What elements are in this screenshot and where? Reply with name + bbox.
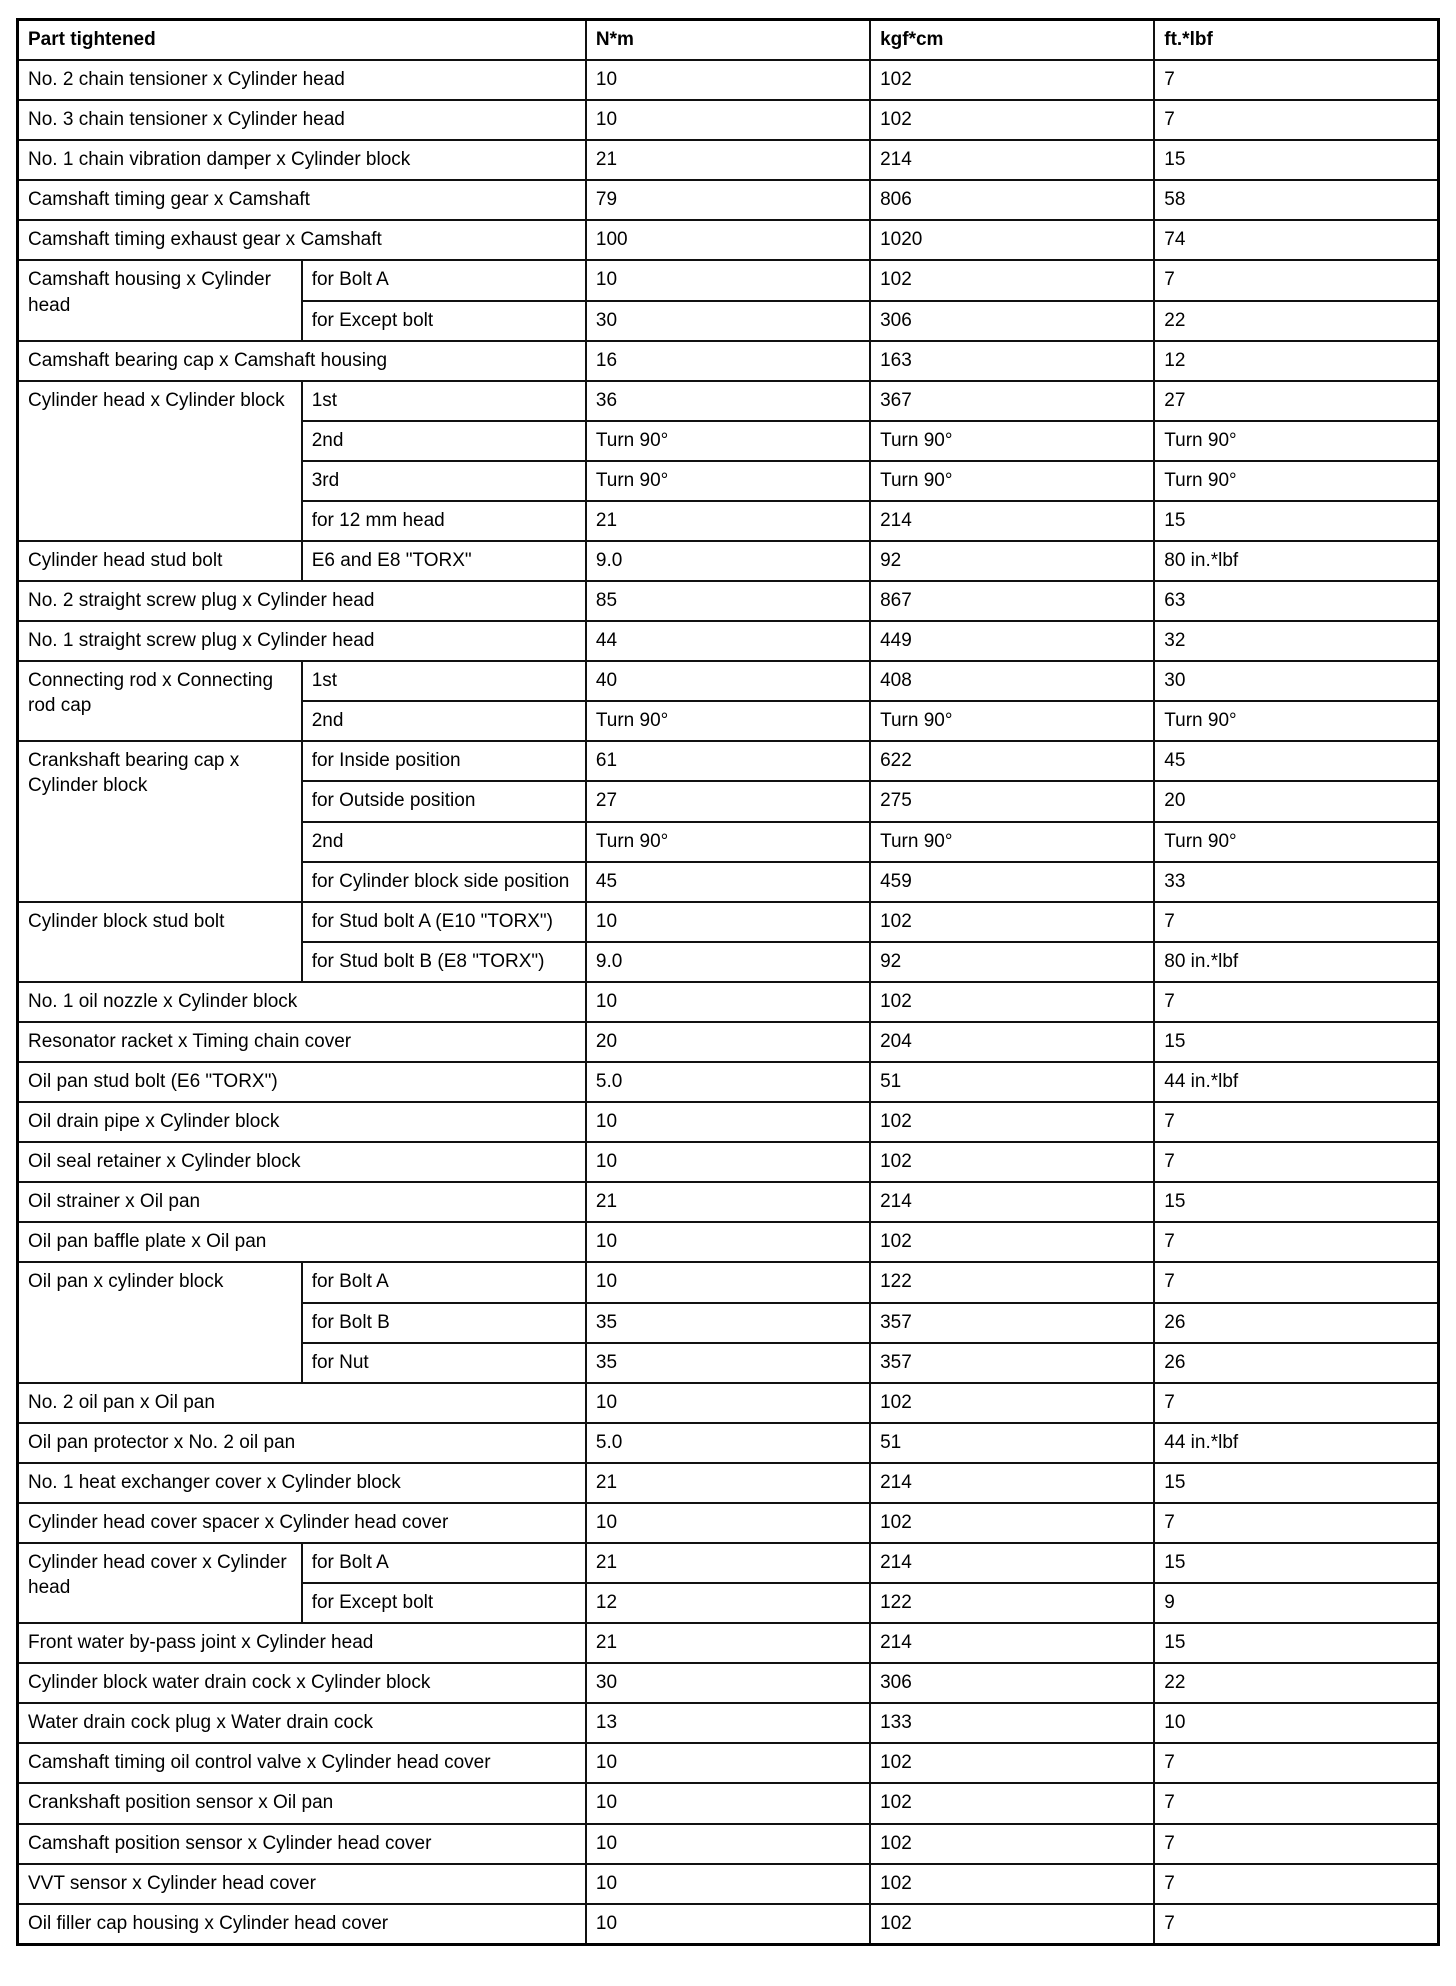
value-cell: 22 bbox=[1154, 301, 1438, 341]
part-cell: Cylinder head stud bolt bbox=[18, 541, 302, 581]
condition-cell: E6 and E8 "TORX" bbox=[302, 541, 586, 581]
value-cell: 10 bbox=[586, 1102, 870, 1142]
value-cell: 10 bbox=[1154, 1703, 1438, 1743]
part-cell: Connecting rod x Connecting rod cap bbox=[18, 661, 302, 741]
part-cell: Oil pan stud bolt (E6 "TORX") bbox=[18, 1062, 586, 1102]
value-cell: 7 bbox=[1154, 1142, 1438, 1182]
part-cell: No. 1 straight screw plug x Cylinder head bbox=[18, 621, 586, 661]
condition-cell: 3rd bbox=[302, 461, 586, 501]
value-cell: 7 bbox=[1154, 1222, 1438, 1262]
value-cell: 10 bbox=[586, 100, 870, 140]
part-cell: Camshaft bearing cap x Camshaft housing bbox=[18, 341, 586, 381]
value-cell: 15 bbox=[1154, 140, 1438, 180]
table-row bbox=[18, 541, 1439, 581]
value-cell: 357 bbox=[870, 1343, 1154, 1383]
value-cell: 21 bbox=[586, 1182, 870, 1222]
part-cell: Crankshaft position sensor x Oil pan bbox=[18, 1783, 586, 1823]
part-cell: Cylinder head cover spacer x Cylinder head cover bbox=[18, 1503, 586, 1543]
value-cell: 5.0 bbox=[586, 1062, 870, 1102]
table-row bbox=[18, 140, 1439, 180]
value-cell: 7 bbox=[1154, 902, 1438, 942]
value-cell: 275 bbox=[870, 781, 1154, 821]
table-row bbox=[18, 1743, 1439, 1783]
table-row bbox=[18, 1543, 1439, 1583]
condition-cell: 2nd bbox=[302, 421, 586, 461]
table-row bbox=[18, 60, 1439, 100]
value-cell: 7 bbox=[1154, 260, 1438, 300]
value-cell: 10 bbox=[586, 60, 870, 100]
table-row bbox=[18, 1262, 1439, 1302]
table-row bbox=[18, 180, 1439, 220]
value-cell: 92 bbox=[870, 541, 1154, 581]
value-cell: 10 bbox=[586, 1864, 870, 1904]
value-cell: 36 bbox=[586, 381, 870, 421]
value-cell: 102 bbox=[870, 1783, 1154, 1823]
value-cell: 26 bbox=[1154, 1303, 1438, 1343]
value-cell: 21 bbox=[586, 1463, 870, 1503]
torque-spec-table bbox=[16, 18, 1440, 1946]
condition-cell: for Bolt B bbox=[302, 1303, 586, 1343]
part-cell: Oil drain pipe x Cylinder block bbox=[18, 1102, 586, 1142]
table-row bbox=[18, 1783, 1439, 1823]
value-cell: Turn 90° bbox=[870, 461, 1154, 501]
part-cell: No. 1 chain vibration damper x Cylinder block bbox=[18, 140, 586, 180]
part-cell: Camshaft timing exhaust gear x Camshaft bbox=[18, 220, 586, 260]
table-row bbox=[18, 1022, 1439, 1062]
value-cell: Turn 90° bbox=[870, 822, 1154, 862]
value-cell: 7 bbox=[1154, 1864, 1438, 1904]
value-cell: Turn 90° bbox=[586, 421, 870, 461]
part-cell: No. 2 oil pan x Oil pan bbox=[18, 1383, 586, 1423]
part-cell: Water drain cock plug x Water drain cock bbox=[18, 1703, 586, 1743]
value-cell: 51 bbox=[870, 1062, 1154, 1102]
value-cell: 214 bbox=[870, 1543, 1154, 1583]
value-cell: 10 bbox=[586, 1222, 870, 1262]
value-cell: 7 bbox=[1154, 1383, 1438, 1423]
value-cell: 408 bbox=[870, 661, 1154, 701]
value-cell: 10 bbox=[586, 1262, 870, 1302]
table-row bbox=[18, 1824, 1439, 1864]
value-cell: 15 bbox=[1154, 1623, 1438, 1663]
value-cell: 7 bbox=[1154, 1783, 1438, 1823]
table-row bbox=[18, 1663, 1439, 1703]
value-cell: 102 bbox=[870, 1102, 1154, 1142]
value-cell: 214 bbox=[870, 1463, 1154, 1503]
value-cell: Turn 90° bbox=[586, 461, 870, 501]
value-cell: 102 bbox=[870, 1222, 1154, 1262]
value-cell: 30 bbox=[586, 301, 870, 341]
value-cell: 9.0 bbox=[586, 541, 870, 581]
header-row bbox=[18, 20, 1439, 61]
condition-cell: for Except bolt bbox=[302, 1583, 586, 1623]
value-cell: 357 bbox=[870, 1303, 1154, 1343]
value-cell: 7 bbox=[1154, 1262, 1438, 1302]
table-header bbox=[18, 20, 1439, 61]
value-cell: 102 bbox=[870, 1824, 1154, 1864]
value-cell: 21 bbox=[586, 501, 870, 541]
value-cell: 30 bbox=[586, 1663, 870, 1703]
part-cell: Resonator racket x Timing chain cover bbox=[18, 1022, 586, 1062]
value-cell: 1020 bbox=[870, 220, 1154, 260]
value-cell: 102 bbox=[870, 1503, 1154, 1543]
value-cell: 27 bbox=[1154, 381, 1438, 421]
value-cell: Turn 90° bbox=[870, 421, 1154, 461]
table-row bbox=[18, 1463, 1439, 1503]
value-cell: 44 in.*lbf bbox=[1154, 1062, 1438, 1102]
value-cell: 7 bbox=[1154, 1824, 1438, 1864]
value-cell: Turn 90° bbox=[586, 701, 870, 741]
table-row bbox=[18, 621, 1439, 661]
table-row bbox=[18, 661, 1439, 701]
table-row bbox=[18, 341, 1439, 381]
value-cell: Turn 90° bbox=[1154, 822, 1438, 862]
column-header-ftlbf: ft.*lbf bbox=[1154, 20, 1438, 61]
value-cell: 44 bbox=[586, 621, 870, 661]
value-cell: 45 bbox=[1154, 741, 1438, 781]
value-cell: 122 bbox=[870, 1583, 1154, 1623]
value-cell: 21 bbox=[586, 140, 870, 180]
part-cell: No. 2 chain tensioner x Cylinder head bbox=[18, 60, 586, 100]
table-row bbox=[18, 1102, 1439, 1142]
value-cell: 10 bbox=[586, 902, 870, 942]
value-cell: 63 bbox=[1154, 581, 1438, 621]
table-row bbox=[18, 260, 1439, 300]
value-cell: 7 bbox=[1154, 1503, 1438, 1543]
value-cell: 10 bbox=[586, 1783, 870, 1823]
condition-cell: for Nut bbox=[302, 1343, 586, 1383]
value-cell: 102 bbox=[870, 1383, 1154, 1423]
condition-cell: for Outside position bbox=[302, 781, 586, 821]
table-row bbox=[18, 1062, 1439, 1102]
value-cell: 51 bbox=[870, 1423, 1154, 1463]
condition-cell: 1st bbox=[302, 381, 586, 421]
value-cell: 122 bbox=[870, 1262, 1154, 1302]
value-cell: 214 bbox=[870, 1182, 1154, 1222]
value-cell: Turn 90° bbox=[1154, 461, 1438, 501]
value-cell: 10 bbox=[586, 260, 870, 300]
part-cell: Front water by-pass joint x Cylinder head bbox=[18, 1623, 586, 1663]
value-cell: 40 bbox=[586, 661, 870, 701]
value-cell: 7 bbox=[1154, 1743, 1438, 1783]
value-cell: 80 in.*lbf bbox=[1154, 541, 1438, 581]
part-cell: Camshaft housing x Cylinder head bbox=[18, 260, 302, 340]
value-cell: 79 bbox=[586, 180, 870, 220]
value-cell: 13 bbox=[586, 1703, 870, 1743]
table-row bbox=[18, 1623, 1439, 1663]
condition-cell: for 12 mm head bbox=[302, 501, 586, 541]
condition-cell: for Cylinder block side position bbox=[302, 862, 586, 902]
column-header-kgfcm: kgf*cm bbox=[870, 20, 1154, 61]
value-cell: 163 bbox=[870, 341, 1154, 381]
value-cell: 26 bbox=[1154, 1343, 1438, 1383]
condition-cell: for Stud bolt A (E10 "TORX") bbox=[302, 902, 586, 942]
part-cell: No. 1 oil nozzle x Cylinder block bbox=[18, 982, 586, 1022]
condition-cell: for Bolt A bbox=[302, 260, 586, 300]
part-cell: Oil strainer x Oil pan bbox=[18, 1182, 586, 1222]
part-cell: Camshaft timing gear x Camshaft bbox=[18, 180, 586, 220]
part-cell: No. 2 straight screw plug x Cylinder head bbox=[18, 581, 586, 621]
table-row bbox=[18, 1182, 1439, 1222]
value-cell: 10 bbox=[586, 982, 870, 1022]
condition-cell: for Bolt A bbox=[302, 1543, 586, 1583]
column-header-part-tightened: Part tightened bbox=[18, 20, 586, 61]
part-cell: Cylinder head x Cylinder block bbox=[18, 381, 302, 541]
value-cell: 15 bbox=[1154, 501, 1438, 541]
value-cell: 15 bbox=[1154, 1543, 1438, 1583]
value-cell: 58 bbox=[1154, 180, 1438, 220]
value-cell: 622 bbox=[870, 741, 1154, 781]
table-row bbox=[18, 1383, 1439, 1423]
value-cell: Turn 90° bbox=[870, 701, 1154, 741]
value-cell: Turn 90° bbox=[1154, 421, 1438, 461]
value-cell: 7 bbox=[1154, 1904, 1438, 1945]
value-cell: 102 bbox=[870, 1142, 1154, 1182]
part-cell: Cylinder block stud bolt bbox=[18, 902, 302, 982]
value-cell: 10 bbox=[586, 1142, 870, 1182]
value-cell: 21 bbox=[586, 1543, 870, 1583]
condition-cell: for Inside position bbox=[302, 741, 586, 781]
column-header-nm: N*m bbox=[586, 20, 870, 61]
value-cell: 7 bbox=[1154, 100, 1438, 140]
value-cell: 102 bbox=[870, 1864, 1154, 1904]
value-cell: 102 bbox=[870, 60, 1154, 100]
table-row bbox=[18, 381, 1439, 421]
value-cell: 5.0 bbox=[586, 1423, 870, 1463]
condition-cell: for Bolt A bbox=[302, 1262, 586, 1302]
table-row bbox=[18, 982, 1439, 1022]
condition-cell: 2nd bbox=[302, 701, 586, 741]
part-cell: Cylinder head cover x Cylinder head bbox=[18, 1543, 302, 1623]
torque-table-body bbox=[18, 60, 1439, 1944]
value-cell: 204 bbox=[870, 1022, 1154, 1062]
value-cell: 306 bbox=[870, 1663, 1154, 1703]
value-cell: 15 bbox=[1154, 1463, 1438, 1503]
part-cell: No. 3 chain tensioner x Cylinder head bbox=[18, 100, 586, 140]
value-cell: 10 bbox=[586, 1503, 870, 1543]
value-cell: 12 bbox=[586, 1583, 870, 1623]
value-cell: 102 bbox=[870, 982, 1154, 1022]
value-cell: 21 bbox=[586, 1623, 870, 1663]
value-cell: 45 bbox=[586, 862, 870, 902]
table-row bbox=[18, 100, 1439, 140]
value-cell: 35 bbox=[586, 1303, 870, 1343]
value-cell: 30 bbox=[1154, 661, 1438, 701]
value-cell: 85 bbox=[586, 581, 870, 621]
table-row bbox=[18, 1142, 1439, 1182]
value-cell: 35 bbox=[586, 1343, 870, 1383]
value-cell: 102 bbox=[870, 100, 1154, 140]
value-cell: 10 bbox=[586, 1743, 870, 1783]
part-cell: Oil filler cap housing x Cylinder head cover bbox=[18, 1904, 586, 1945]
table-row bbox=[18, 581, 1439, 621]
value-cell: 100 bbox=[586, 220, 870, 260]
value-cell: 102 bbox=[870, 1743, 1154, 1783]
value-cell: Turn 90° bbox=[586, 822, 870, 862]
table-row bbox=[18, 741, 1439, 781]
part-cell: Oil pan protector x No. 2 oil pan bbox=[18, 1423, 586, 1463]
table-row bbox=[18, 902, 1439, 942]
value-cell: 214 bbox=[870, 1623, 1154, 1663]
part-cell: Camshaft position sensor x Cylinder head cover bbox=[18, 1824, 586, 1864]
value-cell: 867 bbox=[870, 581, 1154, 621]
condition-cell: 2nd bbox=[302, 822, 586, 862]
value-cell: 10 bbox=[586, 1824, 870, 1864]
condition-cell: 1st bbox=[302, 661, 586, 701]
table-row bbox=[18, 1222, 1439, 1262]
value-cell: 102 bbox=[870, 260, 1154, 300]
value-cell: 7 bbox=[1154, 982, 1438, 1022]
value-cell: 10 bbox=[586, 1383, 870, 1423]
value-cell: 214 bbox=[870, 140, 1154, 180]
part-cell: Oil pan baffle plate x Oil pan bbox=[18, 1222, 586, 1262]
value-cell: 20 bbox=[1154, 781, 1438, 821]
part-cell: No. 1 heat exchanger cover x Cylinder block bbox=[18, 1463, 586, 1503]
part-cell: Crankshaft bearing cap x Cylinder block bbox=[18, 741, 302, 901]
table-row bbox=[18, 1423, 1439, 1463]
value-cell: 214 bbox=[870, 501, 1154, 541]
table-row bbox=[18, 220, 1439, 260]
part-cell: Oil seal retainer x Cylinder block bbox=[18, 1142, 586, 1182]
table-row bbox=[18, 1904, 1439, 1945]
value-cell: 9.0 bbox=[586, 942, 870, 982]
value-cell: 15 bbox=[1154, 1182, 1438, 1222]
value-cell: 306 bbox=[870, 301, 1154, 341]
value-cell: Turn 90° bbox=[1154, 701, 1438, 741]
value-cell: 12 bbox=[1154, 341, 1438, 381]
part-cell: Oil pan x cylinder block bbox=[18, 1262, 302, 1382]
value-cell: 10 bbox=[586, 1904, 870, 1945]
value-cell: 367 bbox=[870, 381, 1154, 421]
condition-cell: for Stud bolt B (E8 "TORX") bbox=[302, 942, 586, 982]
table-row bbox=[18, 1864, 1439, 1904]
value-cell: 44 in.*lbf bbox=[1154, 1423, 1438, 1463]
value-cell: 806 bbox=[870, 180, 1154, 220]
value-cell: 15 bbox=[1154, 1022, 1438, 1062]
value-cell: 102 bbox=[870, 1904, 1154, 1945]
value-cell: 459 bbox=[870, 862, 1154, 902]
value-cell: 9 bbox=[1154, 1583, 1438, 1623]
part-cell: VVT sensor x Cylinder head cover bbox=[18, 1864, 586, 1904]
part-cell: Cylinder block water drain cock x Cylinder block bbox=[18, 1663, 586, 1703]
value-cell: 92 bbox=[870, 942, 1154, 982]
value-cell: 16 bbox=[586, 341, 870, 381]
value-cell: 449 bbox=[870, 621, 1154, 661]
value-cell: 33 bbox=[1154, 862, 1438, 902]
value-cell: 133 bbox=[870, 1703, 1154, 1743]
value-cell: 74 bbox=[1154, 220, 1438, 260]
value-cell: 61 bbox=[586, 741, 870, 781]
value-cell: 7 bbox=[1154, 1102, 1438, 1142]
value-cell: 80 in.*lbf bbox=[1154, 942, 1438, 982]
value-cell: 27 bbox=[586, 781, 870, 821]
value-cell: 20 bbox=[586, 1022, 870, 1062]
value-cell: 7 bbox=[1154, 60, 1438, 100]
value-cell: 32 bbox=[1154, 621, 1438, 661]
part-cell: Camshaft timing oil control valve x Cylinder head cover bbox=[18, 1743, 586, 1783]
value-cell: 102 bbox=[870, 902, 1154, 942]
table-row bbox=[18, 1703, 1439, 1743]
condition-cell: for Except bolt bbox=[302, 301, 586, 341]
table-row bbox=[18, 1503, 1439, 1543]
value-cell: 22 bbox=[1154, 1663, 1438, 1703]
